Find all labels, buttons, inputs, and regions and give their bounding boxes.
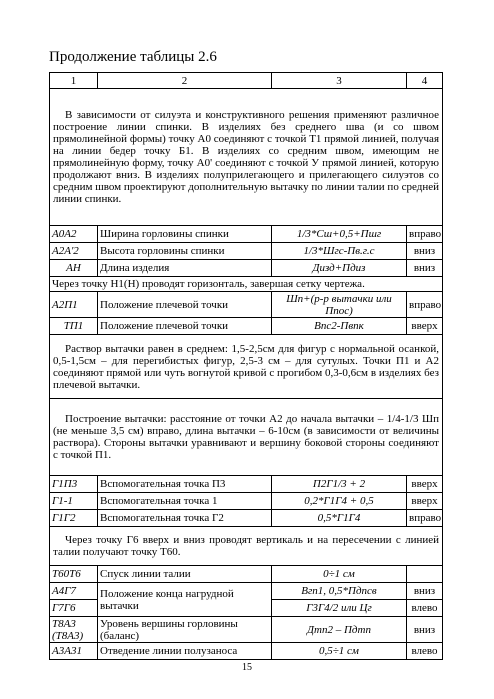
table-row: [50, 226, 443, 243]
cell-direction: вверх: [407, 493, 443, 510]
cell-segment: АН: [50, 260, 98, 277]
table-row: [50, 318, 443, 335]
header-cell: 3: [272, 73, 407, 89]
cell-formula: 1/3*Сш+0,5+Пшг: [272, 226, 407, 243]
cell-formula: 1/3*Шгс-Пв.г.с: [272, 243, 407, 260]
cell-segment: Г7Г6: [50, 600, 98, 617]
cell-description: Вспомогательная точка П3: [98, 476, 272, 493]
cell-direction: влево: [407, 643, 443, 660]
cell-segment: А3А31: [50, 643, 98, 660]
cell-segment: А2А'2: [50, 243, 98, 260]
cell-description: Высота горловины спинки: [98, 243, 272, 260]
content-table: [49, 72, 443, 660]
cell-direction: вправо: [407, 510, 443, 527]
cell-formula: Впс2-Пвпк: [272, 318, 407, 335]
cell-formula: 0,5*Г1Г4: [272, 510, 407, 527]
header-cell: 4: [407, 73, 443, 89]
cell-formula: 0,5÷1 см: [272, 643, 407, 660]
cell-formula: Вгп1, 0,5*Пдпсв: [272, 583, 407, 600]
cell-formula: Дтп2 – Пдтп: [272, 617, 407, 643]
cell-segment: Т8А3 (Т8А3): [50, 617, 98, 643]
cell-segment: А2П1: [50, 292, 98, 318]
cell-formula: Шп+(р-р вытачки или Ппос): [272, 292, 407, 318]
cell-formula: Г3Г4/2 или Цг: [272, 600, 407, 617]
cell-segment: Г1-1: [50, 493, 98, 510]
cell-direction: влево: [407, 600, 443, 617]
paragraph-dart-construction: Построение вытачки: расстояние от точки А2 до начала вытачки – 1/4-1/3 Шп (не меньше 3,5 см) вправо, длина вытачки – 6-10см (в зависимости от величины раствора). Стороны вытачки уравнивают и вершину боковой стороны соединяют с точкой П1.: [50, 399, 443, 476]
paragraph-row: [50, 89, 443, 226]
page-number: 15: [242, 662, 252, 673]
cell-description: Отведение линии полузаноса: [98, 643, 272, 660]
cell-segment: Г1Г2: [50, 510, 98, 527]
table-row: [50, 566, 443, 583]
table-row: [50, 292, 443, 318]
table-row: [50, 476, 443, 493]
cell-description: Положение плечевой точки: [98, 292, 272, 318]
cell-formula: Дизд+Пдиз: [272, 260, 407, 277]
cell-formula: 0,2*Г1Г4 + 0,5: [272, 493, 407, 510]
cell-description: Вспомогательная точка 1: [98, 493, 272, 510]
cell-direction: вверх: [407, 318, 443, 335]
paragraph-row: [50, 527, 443, 566]
table-row: [50, 243, 443, 260]
table-caption: Продолжение таблицы 2.6: [49, 49, 217, 65]
header-cell: 2: [98, 73, 272, 89]
cell-description: Вспомогательная точка Г2: [98, 510, 272, 527]
cell-direction: вправо: [407, 292, 443, 318]
cell-direction: вниз: [407, 260, 443, 277]
table-row: [50, 493, 443, 510]
cell-description: Уровень вершины горловины (баланс): [98, 617, 272, 643]
cell-segment: Г1П3: [50, 476, 98, 493]
cell-direction: вниз: [407, 243, 443, 260]
cell-segment: Т60Т6: [50, 566, 98, 583]
paragraph-waist-line: Через точку Г6 вверх и вниз проводят вертикаль и на пересечении с линией талии получают точку Т60.: [50, 527, 443, 566]
cell-segment: ТП1: [50, 318, 98, 335]
note-grid-completion: Через точку Н1(Н) проводят горизонталь, завершая сетку чертежа.: [50, 277, 443, 292]
cell-description: Спуск линии талии: [98, 566, 272, 583]
cell-formula: П2Г1/3 + 2: [272, 476, 407, 493]
cell-direction: [407, 566, 443, 583]
paragraph-dart-opening: Раствор вытачки равен в среднем: 1,5-2,5см для фигур с нормальной осанкой, 0,5-1,5см – для перегибистых фигур, 2,5-3 см – для сутулых. Точки П1 и А2 соединяют прямой или чуть вогнутой кривой с прогибом 0,3-0,6см в изделиях без плечевой вытачки.: [50, 335, 443, 399]
cell-direction: вверх: [407, 476, 443, 493]
header-row: [50, 73, 443, 89]
paragraph-row: [50, 399, 443, 476]
note-row: [50, 277, 443, 292]
header-cell: 1: [50, 73, 98, 89]
cell-formula: 0÷1 см: [272, 566, 407, 583]
cell-description: Длина изделия: [98, 260, 272, 277]
cell-description: Ширина горловины спинки: [98, 226, 272, 243]
table-row: [50, 643, 443, 660]
cell-direction: вправо: [407, 226, 443, 243]
cell-segment: А4Г7: [50, 583, 98, 600]
paragraph-row: [50, 335, 443, 399]
cell-direction: вниз: [407, 617, 443, 643]
paragraph-back-line: В зависимости от силуэта и конструктивного решения применяют различное построение линии спинки. В изделиях без среднего шва (и со швом прямолинейной формы) точку А0 соединяют с точкой Т1 прямой линией, получая на линии бедер точку Б1. В изделиях со средним швом, имеющим не прямолинейную форму, точку А0' соединяют с точкой У прямой линией, которую продолжают вниз. В изделиях полуприлегающего и прилегающего силуэтов со средним швом проектируют дополнительную вытачку по линии талии по средней линии спинки.: [50, 89, 443, 226]
table-row: [50, 617, 443, 643]
cell-description: Положение конца нагрудной вытачки: [98, 583, 272, 617]
table-row: [50, 510, 443, 527]
cell-segment: А0А2: [50, 226, 98, 243]
table-row: [50, 260, 443, 277]
cell-description: Положение плечевой точки: [98, 318, 272, 335]
table-row: [50, 583, 443, 600]
cell-direction: вниз: [407, 583, 443, 600]
